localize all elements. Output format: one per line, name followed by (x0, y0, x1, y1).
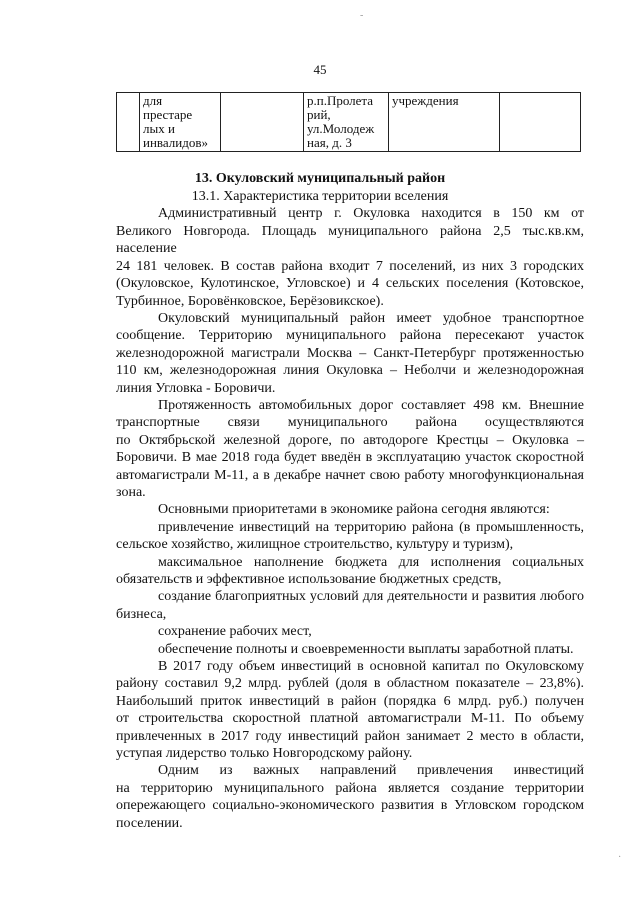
table-cell-3 (304, 93, 389, 152)
body-line-31: привлеченных в 2017 году инвестиций район занимает 2 место в области, (116, 729, 584, 744)
corner-mark-top: - (360, 10, 364, 21)
cell-3-line-3: ул.Молодеж (307, 121, 375, 136)
body-line-09: железнодорожной магистрали Москва – Санкт-Петербург протяженностью (116, 346, 584, 361)
body-line-08: сообщение. Территорию муниципального района пересекают участок (116, 328, 584, 343)
body-line-12: Протяженность автомобильных дорог составляет 498 км. Внешние (158, 398, 584, 413)
body-line-36: поселении. (116, 816, 183, 831)
body-line-29: Наибольший приток инвестиций в район (порядка 6 млрд. руб.) получен (116, 694, 584, 709)
cell-3-line-2: рий, (307, 107, 331, 122)
cell-4-line-1: учреждения (392, 93, 459, 108)
body-line-21: максимальное наполнение бюджета для исполнения социальных (158, 555, 584, 570)
table-cell-0 (117, 93, 140, 152)
body-line-24: бизнеса, (116, 607, 167, 622)
cell-1-line-4: инвалидов» (143, 135, 208, 150)
body-line-34: на территорию муниципального района является создание территории (116, 781, 584, 796)
body-line-13: транспортные связи муниципального района осуществляются (116, 415, 584, 430)
body-line-11: линия Угловка - Боровичи. (116, 381, 276, 396)
body-line-33: Одним из важных направлений привлечения инвестиций (158, 763, 584, 778)
cell-1-line-2: престаре (143, 107, 193, 122)
body-line-20: сельское хозяйство, жилищное строительство, культуру и туризм), (116, 537, 514, 552)
body-line-30: от строительства скоростной платной автомагистрали М-11. По объему (116, 711, 584, 726)
body-line-27: В 2017 году объем инвестиций в основной капитал по Окуловскому (158, 659, 584, 674)
body-line-23: создание благоприятных условий для деятельности и развития любого (158, 589, 584, 604)
body-line-25: сохранение рабочих мест, (158, 624, 312, 639)
table-cell-4 (389, 93, 500, 152)
body-line-03: население (116, 241, 177, 256)
body-line-18: Основными приоритетами в экономике района сегодня являются: (158, 502, 550, 517)
section-subheading: 13.1. Характеристика территории вселения (191, 189, 449, 204)
cell-1-line-3: лых и (143, 121, 175, 136)
cell-1-line-1: для (143, 93, 163, 108)
body-line-14: по Октябрьской железной дороге, по автодороге Крестцы – Окуловка – (116, 433, 584, 448)
section-heading: 13. Окуловский муниципальный район (194, 171, 446, 186)
body-line-19: привлечение инвестиций на территорию района (в промышленность, (158, 520, 584, 535)
body-line-26: обеспечение полноты и своевременности выплаты заработной платы. (158, 642, 574, 657)
table-cell-5 (500, 93, 581, 152)
body-line-35: опережающего социально-экономического развития в Угловском городском (116, 798, 584, 813)
body-line-15: Боровичи. В мае 2018 года будет введён в эксплуатацию участок скоростной (116, 450, 584, 465)
body-line-07: Окуловский муниципальный район имеет удобное транспортное (158, 311, 584, 326)
body-line-17: зона. (116, 485, 146, 500)
table-cell-1 (140, 93, 221, 152)
table-row (117, 93, 581, 152)
body-line-05: (Окуловское, Кулотинское, Угловское) и 4 сельских поселения (Котовское, (116, 276, 584, 291)
body-line-10: 110 км, железнодорожная линия Окуловка – Неболчи и железнодорожная (116, 363, 584, 378)
body-line-32: уступая лидерство только Новгородскому району. (116, 746, 413, 761)
body-line-22: обязательств и эффективное использование бюджетных средств, (116, 572, 502, 587)
corner-mark-bottom: · (618, 852, 622, 863)
body-line-28: району составил 9,2 млрд. рублей (доля в областном показателе – 23,8%). (116, 676, 584, 691)
cell-3-line-1: р.п.Пролета (307, 93, 374, 108)
cell-3-line-4: ная, д. 3 (307, 135, 352, 150)
page-number: 45 (313, 62, 327, 77)
continuation-table (116, 92, 581, 152)
body-line-02: Великого Новгорода. Площадь муниципального района 2,5 тыс.кв.км, (116, 224, 584, 239)
body-line-01: Административный центр г. Окуловка находится в 150 км от (158, 206, 584, 221)
table-cell-2 (221, 93, 304, 152)
body-line-06: Турбинное, Боровёнковское, Берёзовикское). (116, 294, 384, 309)
body-line-04: 24 181 человек. В состав района входит 7 поселений, из них 3 городских (116, 259, 584, 274)
body-line-16: автомагистрали М-11, а в декабре начнет свою работу многофункциональная (116, 468, 584, 483)
